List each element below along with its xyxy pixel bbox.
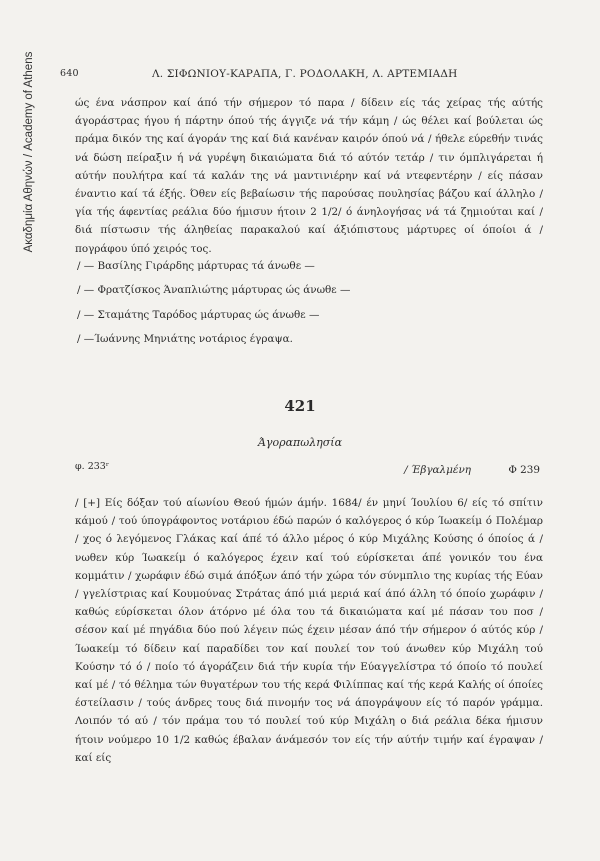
archive-number: Φ 239 <box>508 464 540 476</box>
archive-name: / Έβγαλμένη <box>404 464 472 476</box>
signature-line: / —Ίωάννης Μηνιάτης νοτάριος έγραψα. <box>77 333 293 345</box>
page-number: 640 <box>60 68 79 79</box>
document-number: 421 <box>284 397 316 415</box>
running-head-authors: Λ. ΣΙΦΩΝΙΟΥ-ΚΑΡΑΠΑ, Γ. ΡΟΔΟΛΑΚΗ, Λ. ΑΡΤΕΜΙΑΔΗ <box>152 68 458 80</box>
archive-watermark-label: Ακαδημία Αθηνών / Academy of Athens <box>23 51 35 253</box>
signature-line: / — Βασίλης Γιράρδης μάρτυρας τά άνωθε — <box>77 260 315 272</box>
top-paragraph-block <box>75 94 543 258</box>
signature-line: / — Φρατζίσκος Άναπλιώτης μάρτυρας ώς άνωθε — <box>77 284 351 296</box>
main-paragraph: / [+] Είς δόξαν τού αίωνίου Θεού ήμών άμήν. 1684/ έν μηνί Ίουλίου 6/ είς τό σπίτιν κάμού / τού ύπογράφοντος νοτάριου έδώ παρών ό καλόγερος ό κύρ Ίωακείμ ό Πολέμαρ / χος ό λεγόμενος Γλάκας καί άπέ τό άλλο μέρος ό κύρ Μιχάλης Κούσης ό όποίος ά / νωθεν κύρ Ίωακείμ ό καλόγερος έχειν καί τού εύρίσκεται άπέ γονικόν του ένα κομμάτιν / χωράφιν έδώ σιμά άπόξων άπό τήν χώρα τόν σύνμπλιο της κυρίας τής Εύαν / γγελίστριας καί Κουμούνας Στράτας άπό μιά μεριά καί άπό άλλη τό όποίο χωράφιν / καθώς εύρίσκεται όλον άτόρνο μέ όλα του τά δικαιώματα καί μέ πάσαν του ποσ / σέσον καί μέ πηγάδια δύο πού λέγειν πώς έχειν μέσαν άπό τήν σήμερον ό αύτός κύρ / Ίωακείμ τό δίδειν καί παραδίδει τον καί πουλεί τον τού άνωθεν κύρ Μιχάλη τού Κούσην τό ό / ποίο τό άγοράζειν διά τήν κυρία τήν Εύαγγελίστρα τό όποίο τό πουλεί καί μέ / τό θέλημα τών θυγατέρων του τής κερά Φιλίππας καί τής κερά Καλής οί όποίες έστείλασιν / τούς άνδρες τους διά πινομήν τος νά άπογράψουν είς τό παρόν γράμμα. Λοιπόν τό αύ / τόν πράμα του τό πουλεί τού κύρ Μιχάλη ο διά ρεάλια δέκα ήμισυν ήτοιν νούμερο 10 1/2 καθώς έβαλαν άνάμεσόν τον είς τήν αύτήν τιμήν καί έγραψαν / καί είς <box>75 497 543 764</box>
folio-reference: φ. 233ʳ <box>75 461 110 472</box>
document-title: Άγοραπωλησία <box>257 436 343 449</box>
top-paragraph: ώς ένα νάσπρον καί άπό τήν σήμερον τό παρα / δίδειν είς τάς χείρας τής αύτής άγοράστρας ήγου ή πάρτην όπού τής άγγιζε νά τήν κάμη / ώς θέλει καί βούλεται ώς πράμα δικόν της καί άγοράν της καί διά κανέναν καιρόν όπού νά / ήθελε εύρεθήν τινάς νά δώση πείραξιν ή νά γυρέψη δικαιώματα διά τό αύτόν τετάρ / τιν όμπλιγάρεται ή αύτήν πουλήτρα καί τά καλάν της νά μαντινιέρην καί νά ντεφεντέρην / είς πάσαν έναντιο καί τά έξής. Όθεν είς βεβαίωσιν τής παρούσας πουλησίας βάζου καί άλληλο / γία τής άφεντίας ρεάλια δύο ήμισυν ήτοιν 2 1/2/ ό άνηλογήσας νά τά ζημιούται καί / διά πίστωσιν τής άληθείας παρακαλού καί άξιόπιστους μάρτυρες οί όποίοι ά / πογράφου ύπό χειρός τος. <box>75 97 543 255</box>
archive-reference <box>404 464 540 476</box>
signature-line: / — Σταμάτης Ταρόδος μάρτυρας ώς άνωθε — <box>77 309 320 321</box>
main-paragraph-block <box>75 494 543 767</box>
